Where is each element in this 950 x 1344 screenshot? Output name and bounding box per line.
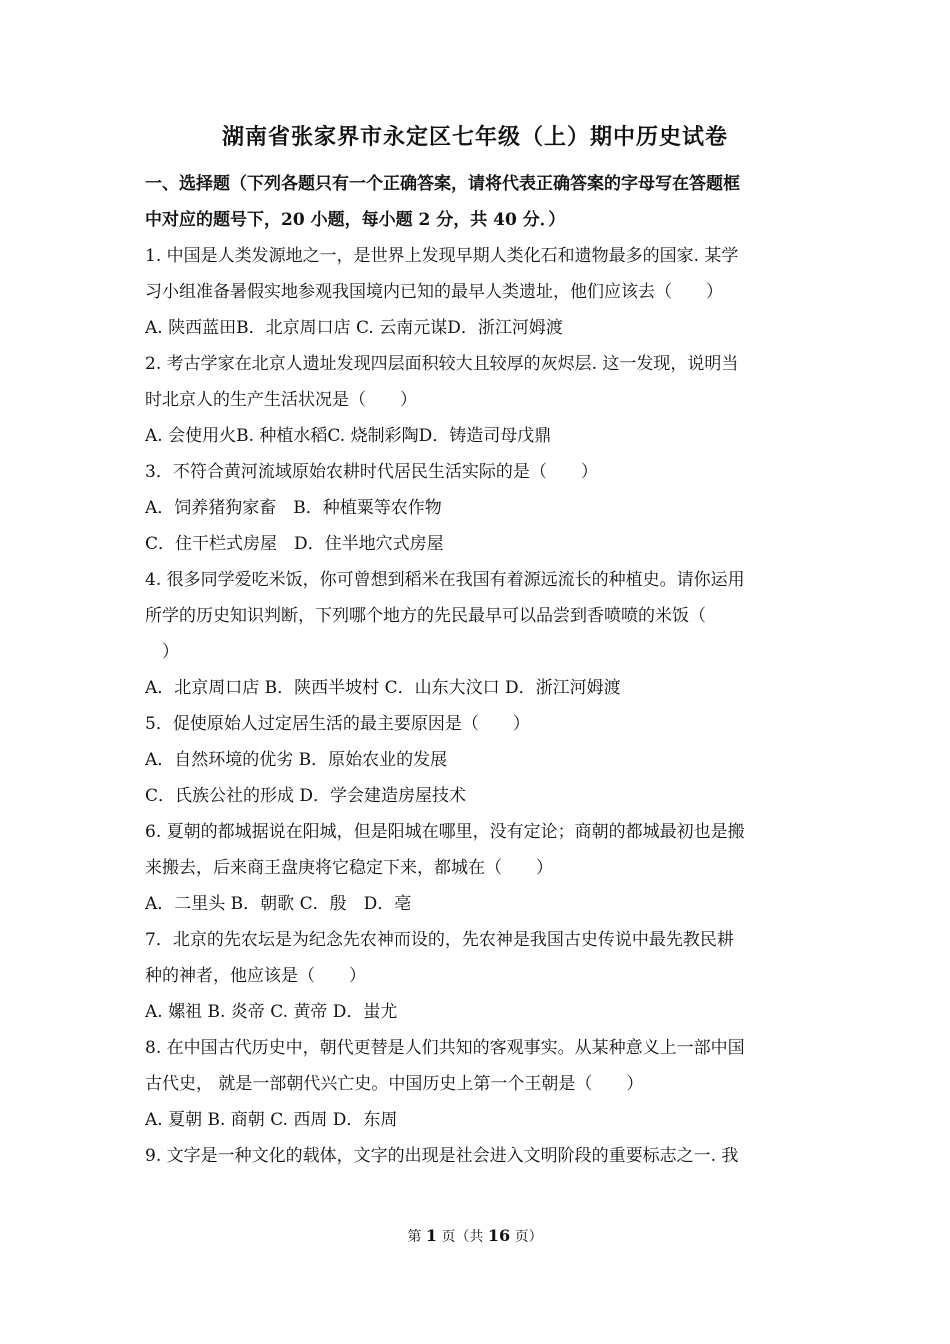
page-title: 湖南省张家界市永定区七年级（上）期中历史试卷: [221, 124, 728, 150]
option-line: A. 陕西蓝田B．北京周口店 C. 云南元谋D．浙江河姆渡: [145, 318, 563, 338]
question-line: 时北京人的生产生活状况是（ ）: [145, 390, 417, 410]
option-line: A．二里头 B．朝歌 C．殷 D．亳: [145, 894, 412, 914]
option-line: A. 夏朝 B. 商朝 C. 西周 D．东周: [145, 1110, 398, 1130]
question-line: 4. 很多同学爱吃米饭，你可曾想到稻米在我国有着源远流长的种植史。请你运用: [145, 570, 745, 590]
page-footer: [0, 1226, 950, 1246]
question-line: 6. 夏朝的都城据说在阳城，但是阳城在哪里，没有定论；商朝的都城最初也是搬: [145, 822, 745, 842]
question-line: 来搬去，后来商王盘庚将它稳定下来，都城在（ ）: [145, 858, 553, 878]
option-line: C．氏族公社的形成 D．学会建造房屋技术: [145, 786, 467, 806]
section-heading-line-1: 一、选择题（下列各题只有一个正确答案，请将代表正确答案的字母写在答题框: [145, 174, 740, 194]
footer-middle: 页（共: [441, 1229, 484, 1245]
option-line: A．自然环境的优劣 B．原始农业的发展: [145, 750, 448, 770]
question-line: 1. 中国是人类发源地之一，是世界上发现早期人类化石和遗物最多的国家. 某学: [145, 246, 739, 266]
option-line: A. 嫘祖 B. 炎帝 C. 黄帝 D．蚩尤: [145, 1002, 398, 1022]
question-line: ）: [145, 642, 179, 662]
question-line: 种的神者，他应该是（ ）: [145, 966, 366, 986]
option-line: A．饲养猪狗家畜 B．种植粟等农作物: [145, 498, 442, 518]
question-line: 3．不符合黄河流域原始农耕时代居民生活实际的是（ ）: [145, 462, 598, 482]
section-heading-line-2: 中对应的题号下，20 小题，每小题 2 分，共 40 分．）: [145, 210, 566, 230]
footer-page-number: 1: [425, 1226, 437, 1245]
question-line: 古代史， 就是一部朝代兴亡史。中国历史上第一个王朝是（ ）: [145, 1074, 644, 1094]
footer-total-pages: 16: [487, 1226, 511, 1245]
question-line: 5．促使原始人过定居生活的最主要原因是（ ）: [145, 714, 530, 734]
footer-suffix: 页）: [514, 1229, 543, 1245]
option-line: A．北京周口店 B．陕西半坡村 C．山东大汶口 D．浙江河姆渡: [145, 678, 621, 698]
question-line: 2. 考古学家在北京人遗址发现四层面积较大且较厚的灰烬层. 这一发现，说明当: [145, 354, 739, 374]
question-line: 习小组准备暑假实地参观我国境内已知的最早人类遗址，他们应该去（ ）: [145, 282, 723, 302]
footer-prefix: 第: [407, 1229, 422, 1245]
question-line: 8. 在中国古代历史中，朝代更替是人们共知的客观事实。从某种意义上一部中国: [145, 1038, 745, 1058]
option-line: C．住干栏式房屋 D．住半地穴式房屋: [145, 534, 444, 554]
option-line: A. 会使用火B. 种植水稻C. 烧制彩陶D．铸造司母戊鼎: [145, 426, 552, 446]
question-line: 7．北京的先农坛是为纪念先农神而设的，先农神是我国古史传说中最先教民耕: [145, 930, 734, 950]
question-line: 所学的历史知识判断，下列哪个地方的先民最早可以品尝到香喷喷的米饭（: [145, 606, 706, 626]
question-line: 9. 文字是一种文化的载体，文字的出现是社会进入文明阶段的重要标志之一. 我: [145, 1146, 739, 1166]
